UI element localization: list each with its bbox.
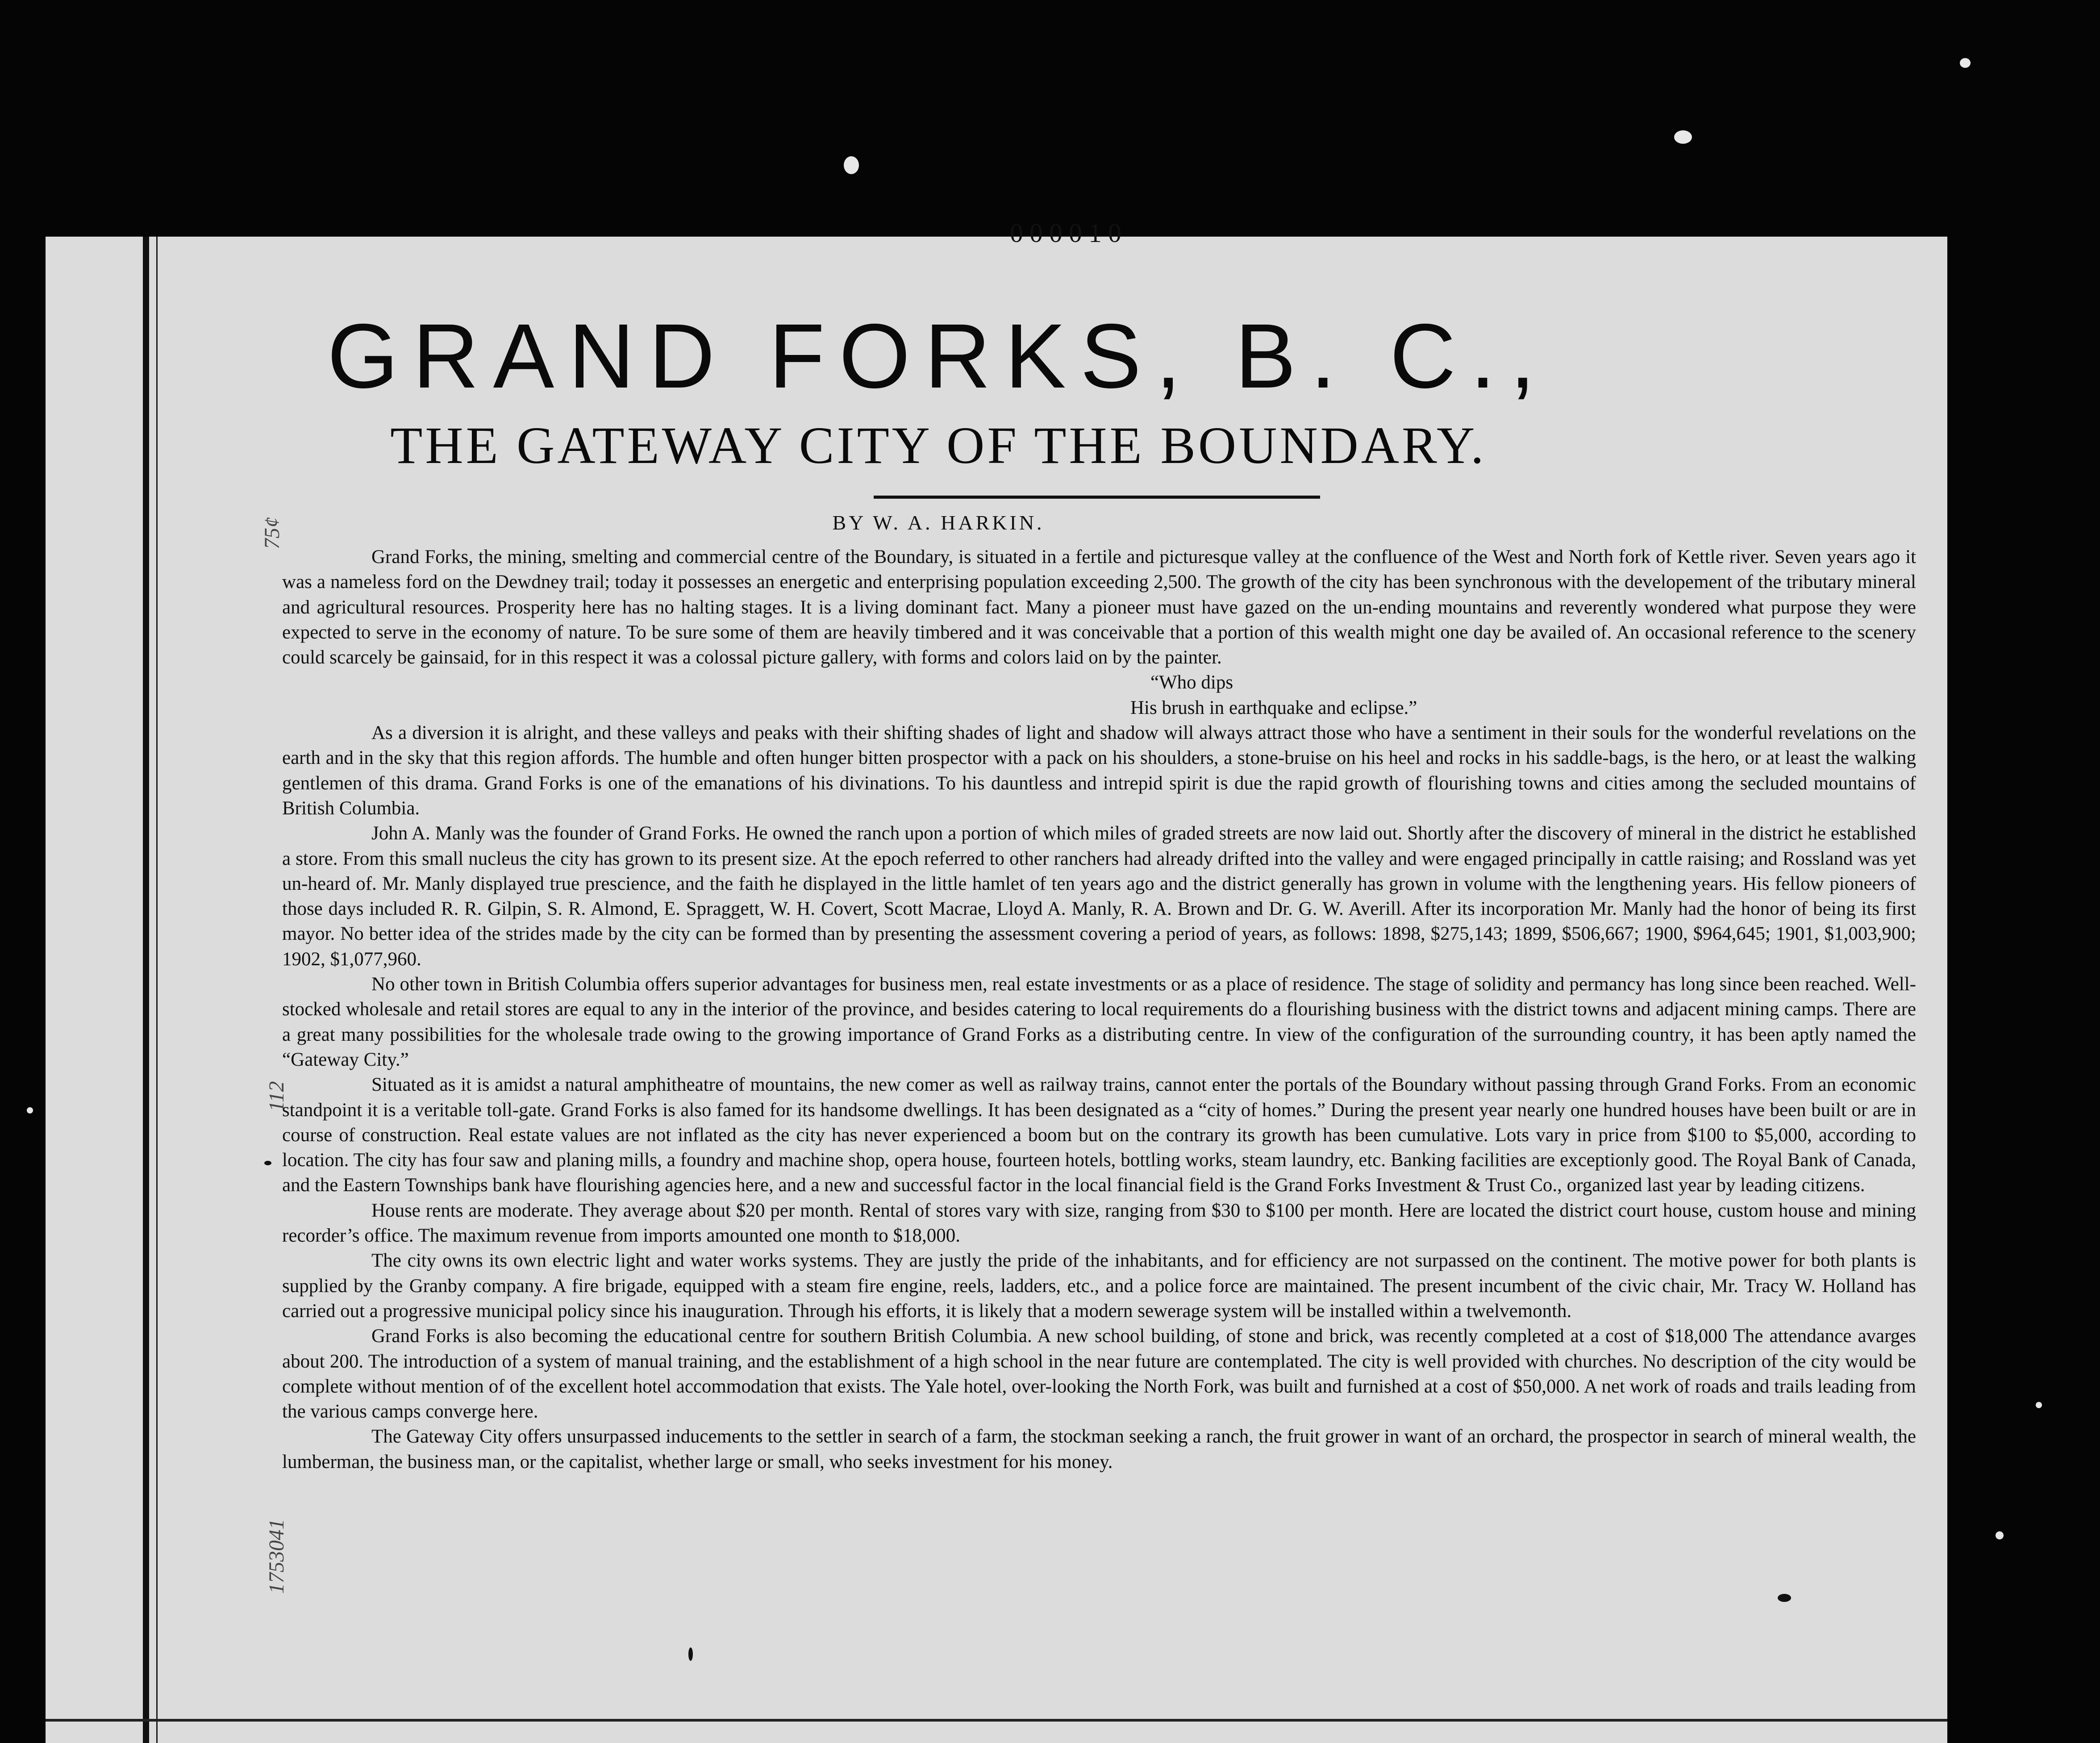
- ink-speck: [1778, 1594, 1791, 1602]
- article-body: [282, 545, 1916, 1475]
- paragraph: As a diversion it is alright, and these valleys and peaks with their shifting shades of light and shadow will always attract those who have a sentiment in their souls for the wonderful revelations on the earth and in the sky that this region affords. The humble and often hunger bitten prospector with a pack on his shoulders, a stone-bruise on his heel and rocks in his saddle-bags, is the hero, or at least the walking gentlemen of this drama. Grand Forks is one of the emanations of his divinations. To his dauntless and intrepid spirit is due the rapid growth of flourishing towns and cities among the secluded mountains of British Columbia.: [282, 722, 1916, 819]
- quotation: [282, 670, 1916, 721]
- ink-speck: [264, 1161, 271, 1165]
- film-speck: [1996, 1531, 2004, 1539]
- byline: BY W. A. HARKIN.: [832, 511, 1045, 534]
- page-number: 000010: [1010, 218, 1128, 248]
- document-page: [46, 218, 1947, 1743]
- paragraph: House rents are moderate. They average about $20 per month. Rental of stores vary with size, ranging from $30 to $100 per month. Here are located the district court house, custom house and mining recorder’s office. The maximum revenue from imports amounted one month to $18,000.: [282, 1200, 1916, 1247]
- paragraph: Grand Forks is also becoming the educational centre for southern British Columbia. A new school building, of stone and brick, was recently completed at a cost of $18,000 The attendance avarges about 200. The introduction of a system of manual training, and the establishment of a high school in the near future are contemplated. The city is well provided with churches. No description of the city would be complete without mention of of the excellent hotel accommodation that exists. The Yale hotel, over-looking the North Fork, was built and furnished at a cost of $50,000. A net work of roads and trails leading from the various camps converge here.: [282, 1326, 1916, 1422]
- page-title: GRAND FORKS, B. C.,: [327, 305, 1550, 407]
- film-speck: [1960, 58, 1971, 68]
- paragraph: John A. Manly was the founder of Grand Forks. He owned the ranch upon a portion of which miles of graded streets are now laid out. Shortly after the discovery of mineral in the district he established a store. From this small nucleus the city has grown to its present size. At the epoch referred to other ranchers had already drifted into the valley and were engaged principally in cattle raising; and Rossland was yet un-heard of. Mr. Manly displayed true prescience, and the faith he displayed in the little hamlet of ten years ago and the district generally has grown in volume with the lengthening years. His fellow pioneers of those days included R. R. Gilpin, S. R. Almond, E. Spraggett, W. H. Covert, Scott Macrae, Lloyd A. Manly, R. A. Brown and Dr. G. W. Averill. After its incorporation Mr. Manly had the honor of being its first mayor. No better idea of the strides made by the city can be formed than by presenting the assessment covering a period of years, as follows: 1898, $275,143; 1899, $506,667; 1900, $964,645; 1901, $1,003,900; 1902, $1,077,960.: [282, 823, 1916, 970]
- margin-note: 112: [265, 1081, 288, 1112]
- paragraph: Grand Forks, the mining, smelting and commercial centre of the Boundary, is situated in a fertile and picturesque valley at the confluence of the West and North fork of Kettle river. Seven years ago it was a nameless ford on the Dewdney trail; today it possesses an energetic and enterprising population exceeding 2,500. The growth of the city has been synchronous with the developement of the tributary mineral and agricultural resources. Prosperity here has no halting stages. It is a living dominant fact. Many a pioneer must have gazed on the un-ending mountains and reverently wondered what purpose they were expected to serve in the economy of nature. To be sure some of them are heavily timbered and it was conceivable that a portion of this wealth might one day be availed of. An occasional reference to the scenery could scarcely be gainsaid, for in this respect it was a colossal picture gallery, with forms and colors laid on by the painter.: [282, 546, 1916, 668]
- paragraph: The city owns its own electric light and water works systems. They are justly the pride of the inhabitants, and for efficiency are not surpassed on the continent. The motive power for both plants is supplied by the Granby company. A fire brigade, equipped with a steam fire engine, reels, ladders, etc., and a police force are maintained. The present incumbent of the civic chair, Mr. Tracy W. Holland has carried out a progressive municipal policy since his inauguration. Through his efforts, it is likely that a modern sewerage system will be installed within a twelvemonth.: [282, 1250, 1916, 1322]
- film-speck: [844, 156, 859, 174]
- quotation-line: “Who dips: [1150, 672, 1233, 693]
- ink-speck: [688, 1647, 693, 1661]
- paragraph: No other town in British Columbia offers superior advantages for business men, real estate investments or as a place of residence. The stage of solidity and permancy has long since been reached. Well-stocked wholesale and retail stores are equal to any in the interior of the province, and besides catering to local requirements do a flourishing business with the district towns and adjacent mining camps. There are a great many possibilities for the wholesale trade owing to the growing importance of Grand Forks as a distributing centre. In view of the configuration of the surrounding country, it has been aptly named the “Gateway City.”: [282, 974, 1916, 1070]
- quotation-line: His brush in earthquake and eclipse.”: [1130, 697, 1417, 718]
- paragraph: The Gateway City offers unsurpassed inducements to the settler in search of a farm, the stockman seeking a ranch, the fruit grower in want of an orchard, the prospector in search of mineral wealth, the lumberman, the business man, or the capitalist, whether large or small, who seeks investment for his money.: [282, 1426, 1916, 1472]
- paragraph: Situated as it is amidst a natural amphitheatre of mountains, the new comer as well as railway trains, cannot enter the portals of the Boundary without passing through Grand Forks. From an economic standpoint it is a veritable toll-gate. Grand Forks is also famed for its handsome dwellings. It has been designated as a “city of homes.” During the present year nearly one hundred houses have been built or are in course of construction. Real estate values are not inflated as the city has never experienced a boom but on the contrary its growth has been cumulative. Lots vary in price from $100 to $5,000, according to location. The city has four saw and planing mills, a foundry and machine shop, opera house, fourteen hotels, bottling works, steam laundry, etc. Banking facilities are exceptionly good. The Royal Bank of Canada, and the Eastern Townships bank have flourishing agencies here, and a new and successful factor in the local financial field is the Grand Forks Investment & Trust Co., organized last year by leading citizens.: [282, 1074, 1916, 1196]
- film-speck: [1674, 130, 1692, 144]
- margin-note: 75¢: [260, 517, 284, 549]
- film-speck: [27, 1107, 33, 1113]
- film-speck: [2036, 1402, 2042, 1408]
- margin-note: 1753041: [265, 1519, 288, 1594]
- title-divider: [874, 496, 1320, 499]
- bottom-rule: [46, 1719, 1947, 1722]
- page-subtitle: THE GATEWAY CITY OF THE BOUNDARY.: [390, 416, 1487, 475]
